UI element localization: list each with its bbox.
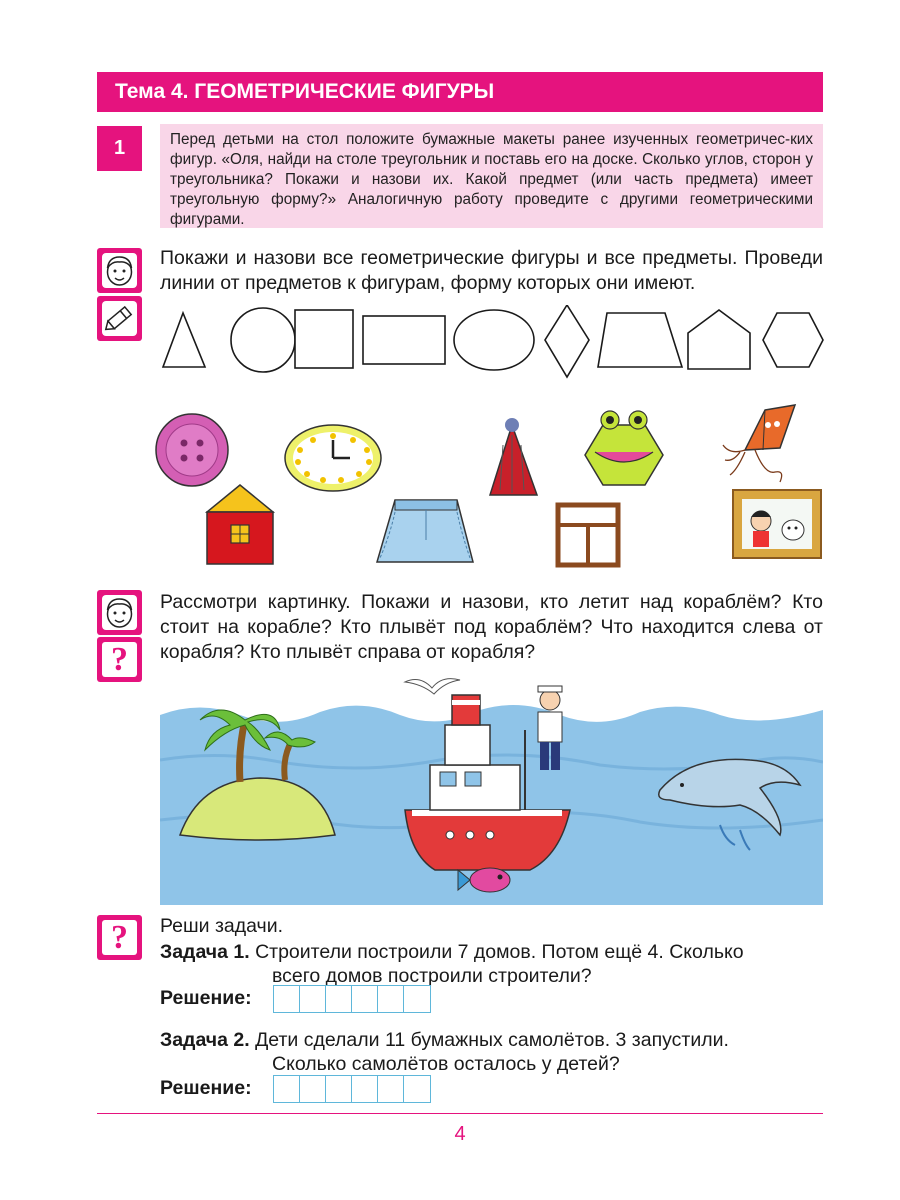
skirt-object — [377, 500, 473, 562]
problem-2-label: Задача 2. — [160, 1029, 250, 1051]
problem-1 — [160, 940, 823, 965]
teacher-note-box — [160, 124, 823, 228]
button-object — [156, 414, 228, 486]
trapezoid-shape — [598, 313, 682, 367]
square-shape — [295, 310, 353, 368]
geometric-shapes-row — [155, 305, 835, 380]
face-icon — [97, 248, 142, 293]
problem-1-answer-cells[interactable] — [273, 985, 431, 1013]
problem-1-text-line2: всего домов построили строители? — [272, 965, 592, 987]
circle-shape — [231, 308, 295, 372]
problem-2-answer-cells[interactable] — [273, 1075, 431, 1103]
face-icon — [97, 590, 142, 635]
task-number-1: 1 — [97, 126, 142, 171]
question-icon — [97, 915, 142, 960]
frog-object — [585, 411, 663, 485]
window-object — [558, 505, 618, 565]
triangle-shape — [163, 313, 205, 367]
pentagon-shape — [688, 310, 750, 369]
objects-illustration — [155, 400, 835, 575]
problem-2-solution-label: Решение: — [160, 1077, 252, 1099]
sea-scene-illustration — [160, 670, 823, 905]
hexagon-shape — [763, 313, 823, 367]
question-mark: ? — [111, 919, 128, 956]
footer-divider — [97, 1113, 823, 1114]
task2-instruction: Рассмотри картинку. Покажи и назови, кто летит над кораблём? Кто стоит на корабле? Кто плывёт под кораблём? Что находится слева от корабля? Кто плывёт справа от корабля? — [160, 591, 823, 663]
topic-title: Тема 4. ГЕОМЕТРИЧЕСКИЕ ФИГУРЫ — [115, 80, 495, 103]
problem-2-text-line1: Дети сделали 11 бумажных самолётов. 3 запустили. — [255, 1029, 729, 1051]
problem-2 — [160, 1028, 823, 1053]
pencil-icon — [97, 296, 142, 341]
question-mark: ? — [111, 641, 128, 678]
oval-shape — [454, 310, 534, 370]
problem-1-text-line1: Строители построили 7 домов. Потом ещё 4. Сколько — [255, 941, 744, 963]
cap-object — [490, 418, 537, 495]
house-object — [207, 485, 273, 564]
picture-frame-object — [733, 490, 821, 558]
clock-object — [285, 425, 381, 491]
task3-intro: Реши задачи. — [160, 915, 283, 937]
teacher-note-text: Перед детьми на стол положите бумажные макеты ранее изученных геометричес-ких фигур. «Оля, найди на столе треугольник и поставь его на доске. Сколько углов, сторон у треугольника? Покажи и назови их. Какой предмет (или часть предмета) имеет треугольную форму?» Аналогичную работу проведите с другими геометрическими фигурами. — [170, 131, 813, 228]
page-number: 4 — [454, 1123, 466, 1145]
problem-1-solution-label: Решение: — [160, 987, 252, 1009]
kite-object — [723, 405, 795, 482]
task1-instruction: Покажи и назови все геометрические фигуры и все предметы. Проведи линии от предметов к фигурам, форму которых они имеют. — [160, 247, 823, 294]
rhombus-shape — [545, 305, 589, 377]
question-icon — [97, 637, 142, 682]
problem-2-text-line2: Сколько самолётов осталось у детей? — [272, 1053, 620, 1075]
rectangle-shape — [363, 316, 445, 364]
topic-header-bar — [97, 72, 823, 112]
problem-1-label: Задача 1. — [160, 941, 250, 963]
seagull — [405, 679, 460, 694]
